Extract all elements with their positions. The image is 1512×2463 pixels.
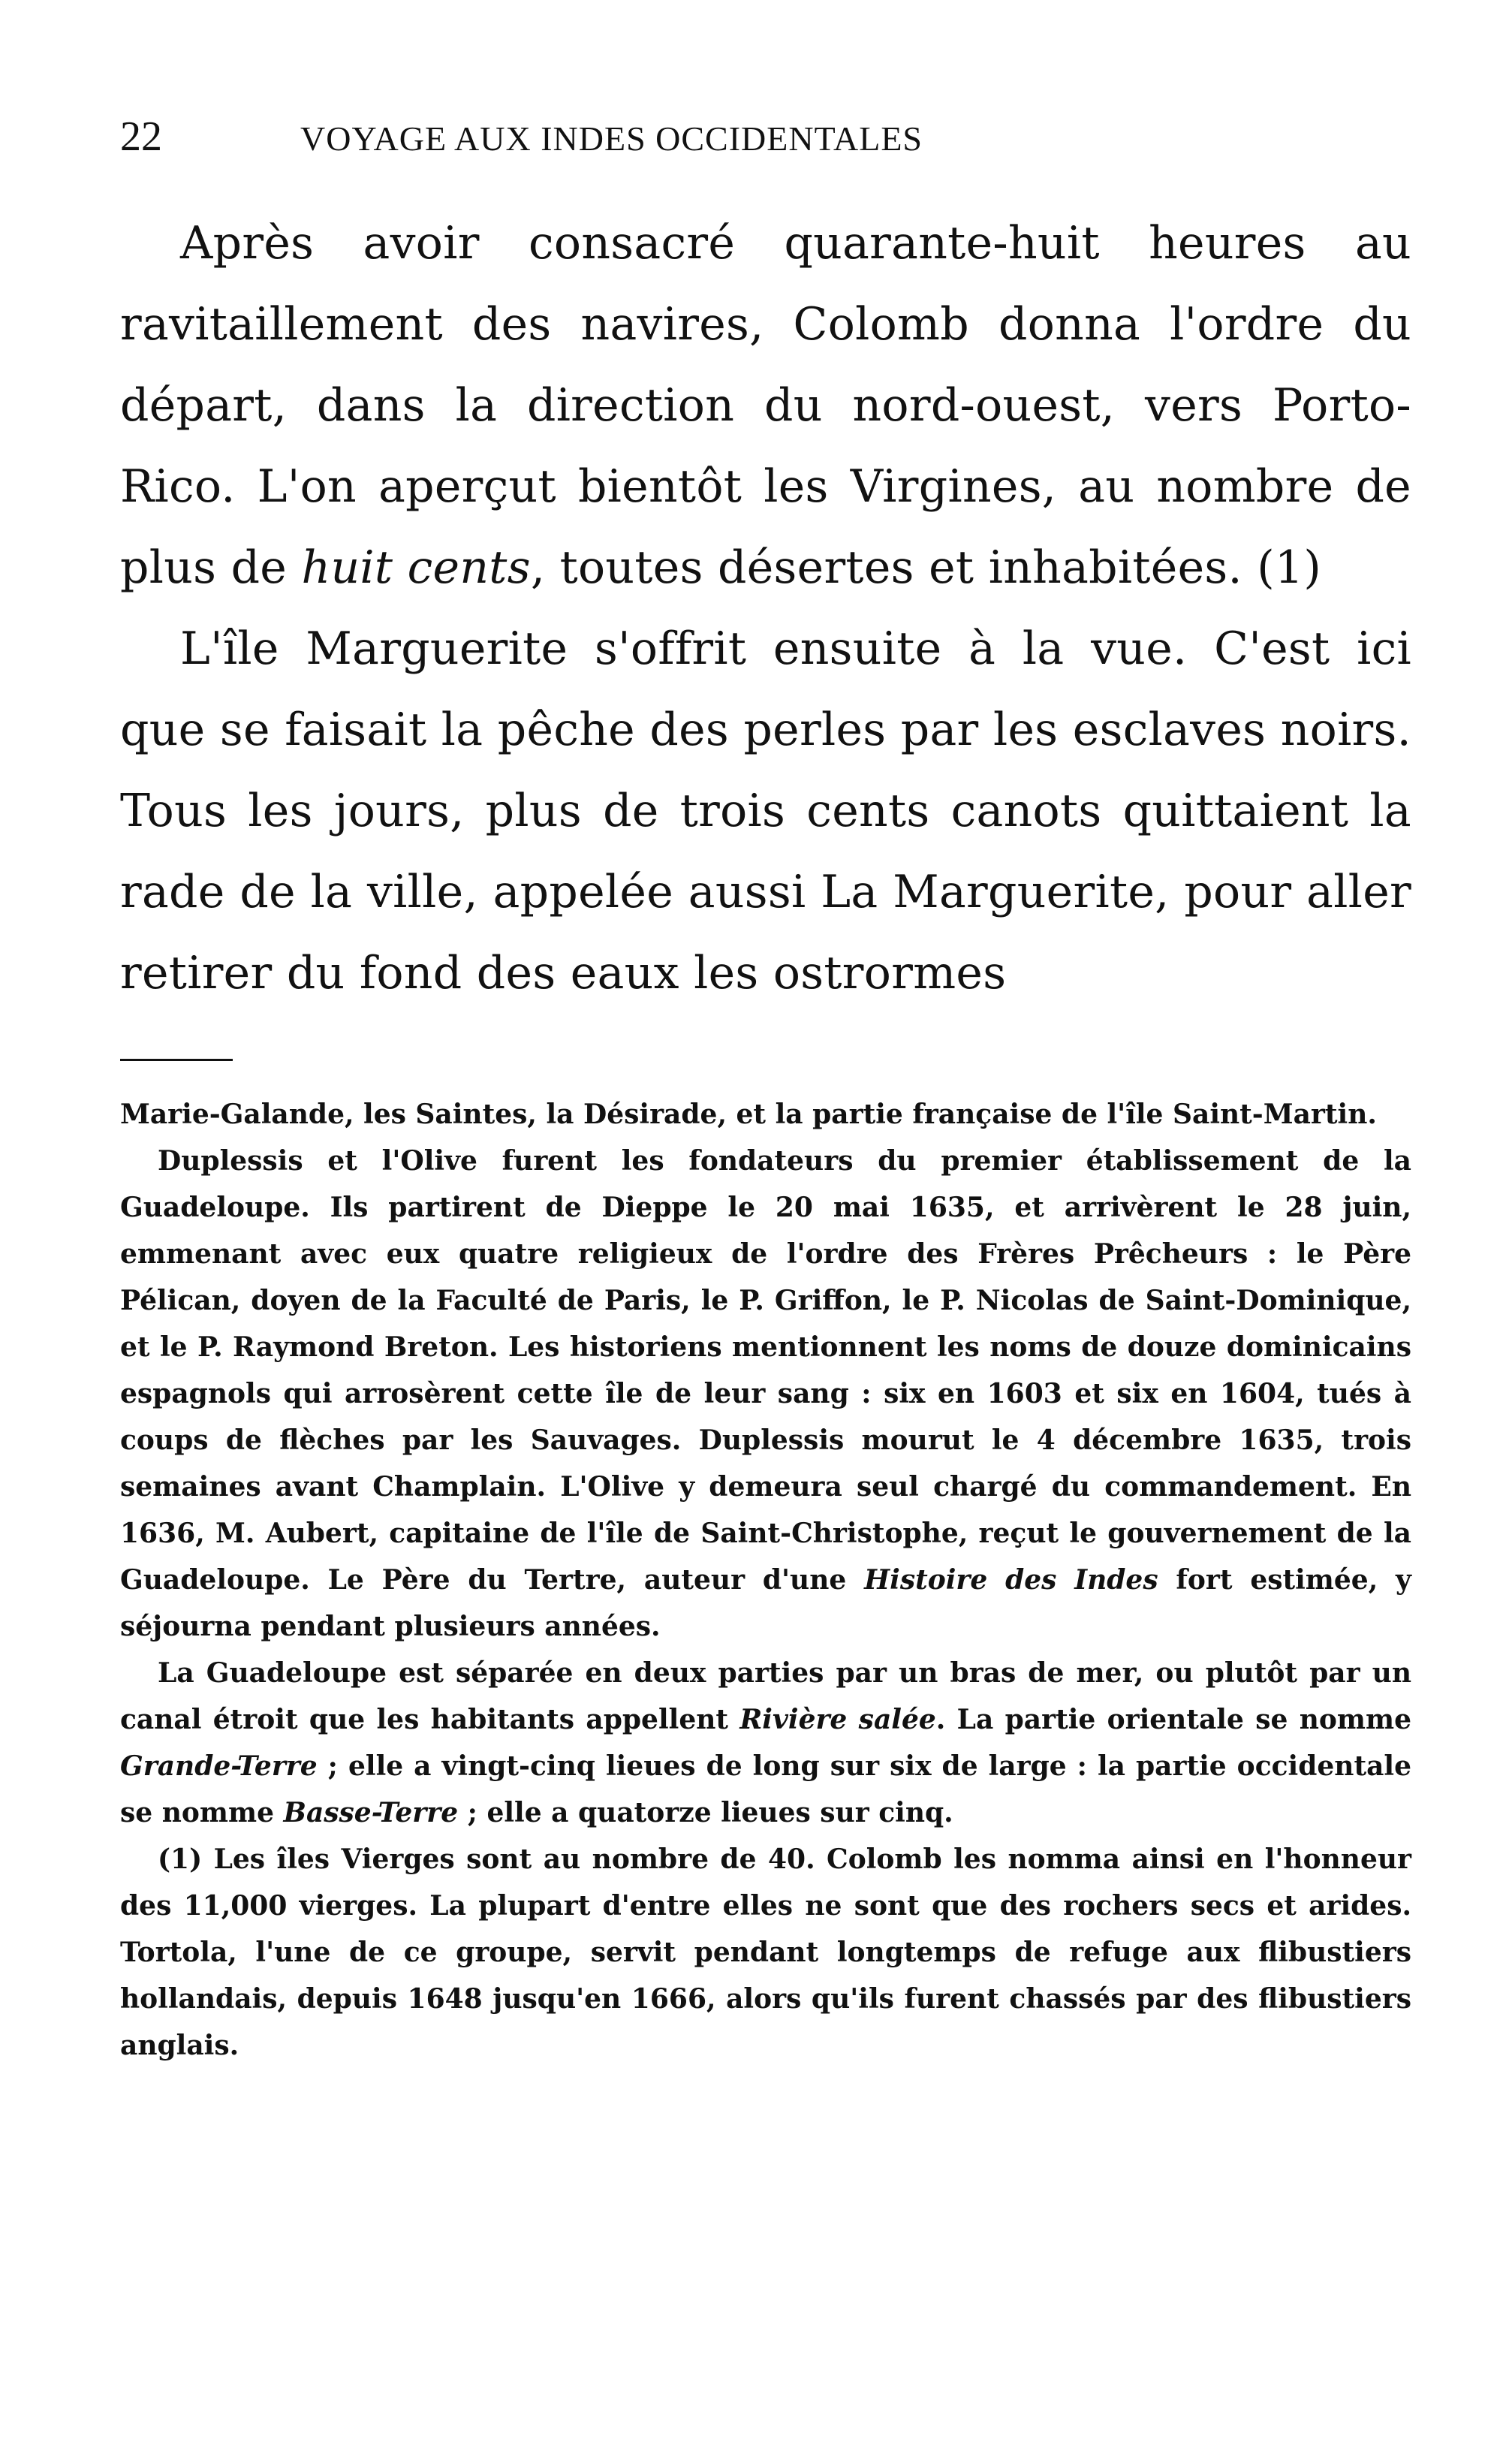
footnote-separator	[120, 1059, 233, 1061]
footnote-duplessis	[120, 1138, 1411, 1650]
italic-phrase: Rivière salée	[739, 1704, 936, 1735]
italic-phrase: Basse-Terre	[283, 1797, 459, 1828]
text-segment: , toutes désertes et inhabitées. (1)	[530, 541, 1322, 594]
running-head	[120, 113, 1411, 203]
running-title: VOYAGE AUX INDES OCCIDENTALES	[300, 119, 923, 158]
text-segment: ; elle a vingt-cinq lieues de long sur six de large : la partie occidentale se nomme	[120, 1750, 1411, 1828]
footnote-guadeloupe	[120, 1650, 1411, 1836]
main-text	[120, 203, 1411, 1014]
text-segment: . La partie orientale se nomme	[935, 1704, 1412, 1735]
text-segment: Duplessis et l'Olive furent les fondateurs du premier établissement de la Guadeloupe. Ils partirent de Dieppe le 20 mai 1635, et arrivèrent le 28 juin, emmenant avec eux quatre religieux de l'ordre des Frères Prêcheurs : le Père Pélican, doyen de la Faculté de Paris, le P. Griffon, le P. Nicolas de Saint-Dominique, et le P. Raymond Breton. Les historiens mentionnent les noms de douze dominicains espagnols qui arrosèrent cette île de leur sang : six en 1603 et six en 1604, tués à coups de flèches par les Sauvages. Duplessis mourut le 4 décembre 1635, trois semaines avant Champlain. L'Olive y demeura seul chargé du commandement. En 1636, M. Aubert, capitaine de l'île de Saint-Christophe, reçut le gouvernement de la Guadeloupe. Le Père du Tertre, auteur d'une	[120, 1145, 1411, 1596]
italic-phrase: Histoire des Indes	[864, 1564, 1158, 1596]
text-segment: fort estimée, y séjourna pendant plusieurs années.	[120, 1564, 1411, 1642]
page-number: 22	[120, 113, 162, 160]
book-page	[120, 113, 1411, 2069]
text-segment: Après avoir consacré quarante-huit heures au ravitaillement des navires, Colomb donna l'ordre du départ, dans la direction du nord-ouest, vers Porto-Rico. L'on aperçut bientôt les Virgines, au nombre de plus de	[120, 217, 1411, 594]
paragraph-ravitaillement	[120, 203, 1411, 608]
paragraph-ile-marguerite: L'île Marguerite s'offrit ensuite à la vue. C'est ici que se faisait la pêche des perles par les esclaves noirs. Tous les jours, plus de trois cents canots quittaient la rade de la ville, appelée aussi La Marguerite, pour aller retirer du fond des eaux les ostrormes	[120, 623, 1411, 999]
footnote-iles-vierges: (1) Les îles Vierges sont au nombre de 40. Colomb les nomma ainsi en l'honneur des 11,000 vierges. La plupart d'entre elles ne sont que des rochers secs et arides. Tortola, l'une de ce groupe, servit pendant longtemps de refuge aux flibustiers hollandais, depuis 1648 jusqu'en 1666, alors qu'ils furent chassés par des flibustiers anglais.	[120, 1843, 1411, 2061]
footnotes	[120, 1091, 1411, 2069]
text-segment: ; elle a quatorze lieues sur cinq.	[458, 1797, 953, 1828]
italic-phrase: Grande-Terre	[120, 1750, 318, 1782]
text-segment: La Guadeloupe est séparée en deux parties par un bras de mer, ou plutôt par un canal étroit que les habitants appellent	[120, 1657, 1411, 1735]
footnote-continuation: Marie-Galande, les Saintes, la Désirade, et la partie française de l'île Saint-Martin.	[120, 1099, 1377, 1130]
italic-phrase: huit cents	[301, 541, 531, 594]
